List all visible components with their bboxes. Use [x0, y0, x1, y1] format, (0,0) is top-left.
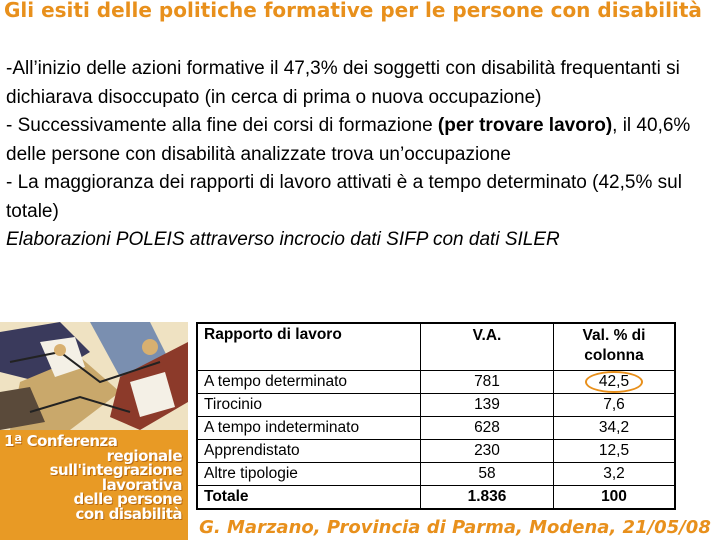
row-value: 628	[421, 417, 554, 440]
paragraph-fixed-term: - La maggioranza dei rapporti di lavoro attivati è a tempo determinato (42,5% sul totale)	[6, 172, 682, 222]
conference-logo	[0, 322, 188, 540]
paragraph-text: - Successivamente alla fine dei corsi di formazione	[6, 115, 438, 136]
abstract-figures-artwork	[0, 322, 188, 430]
logo-line: 1ª Conferenza	[4, 432, 118, 450]
table-row	[197, 463, 675, 486]
paragraph-initial-unemployment: -All’inizio delle azioni formative il 47,3% dei soggetti con disabilità frequentanti si dichiarava disoccupato (in cerca di prima o nuova occupazione)	[6, 58, 680, 108]
row-percentage	[554, 371, 676, 394]
row-label: A tempo indeterminato	[197, 417, 421, 440]
row-value: 230	[421, 440, 554, 463]
total-label: Totale	[197, 486, 421, 510]
source-text: Elaborazioni POLEIS attraverso incrocio dati SIFP con dati SILER	[6, 229, 560, 250]
row-value: 781	[421, 371, 554, 394]
paragraph-bold-text: (per trovare lavoro)	[437, 115, 613, 136]
total-percentage: 100	[554, 486, 676, 510]
table-header-row	[197, 323, 675, 371]
employment-table-container	[196, 322, 680, 510]
column-header: Val. % di colonna	[554, 323, 676, 371]
row-percentage: 12,5	[554, 440, 676, 463]
logo-line: sull'integrazione	[49, 461, 182, 479]
logo-line: regionale	[106, 446, 182, 465]
column-header: V.A.	[421, 323, 554, 371]
logo-line: lavorativa	[101, 475, 182, 494]
table-row	[197, 394, 675, 417]
employment-table	[196, 322, 676, 510]
row-percentage: 34,2	[554, 417, 676, 440]
slide-body	[6, 55, 718, 255]
logo-line: con disabilità	[75, 504, 182, 523]
row-percentage: 3,2	[554, 463, 676, 486]
column-header: Rapporto di lavoro	[197, 323, 421, 371]
paragraph-employment-outcome	[6, 112, 718, 169]
highlighted-percentage: 42,5	[585, 371, 643, 393]
row-label: Altre tipologie	[197, 463, 421, 486]
total-value: 1.836	[421, 486, 554, 510]
row-label: Tirocinio	[197, 394, 421, 417]
source-note	[6, 226, 718, 255]
row-percentage: 7,6	[554, 394, 676, 417]
table-row	[197, 417, 675, 440]
slide-title: Gli esiti delle politiche formative per le persone con disabilità	[4, 0, 702, 22]
row-value: 58	[421, 463, 554, 486]
table-total-row	[197, 486, 675, 510]
table-row	[197, 440, 675, 463]
logo-line: delle persone	[73, 490, 182, 508]
paragraph-text: , il 40,6% delle persone con disabilità analizzate trova un’occupazione	[6, 115, 691, 165]
row-label: A tempo determinato	[197, 371, 421, 394]
row-value: 139	[421, 394, 554, 417]
row-label: Apprendistato	[197, 440, 421, 463]
logo-text	[4, 434, 182, 521]
table-row	[197, 371, 675, 394]
slide-footer: G. Marzano, Provincia di Parma, Modena, 21/05/08	[190, 515, 720, 540]
